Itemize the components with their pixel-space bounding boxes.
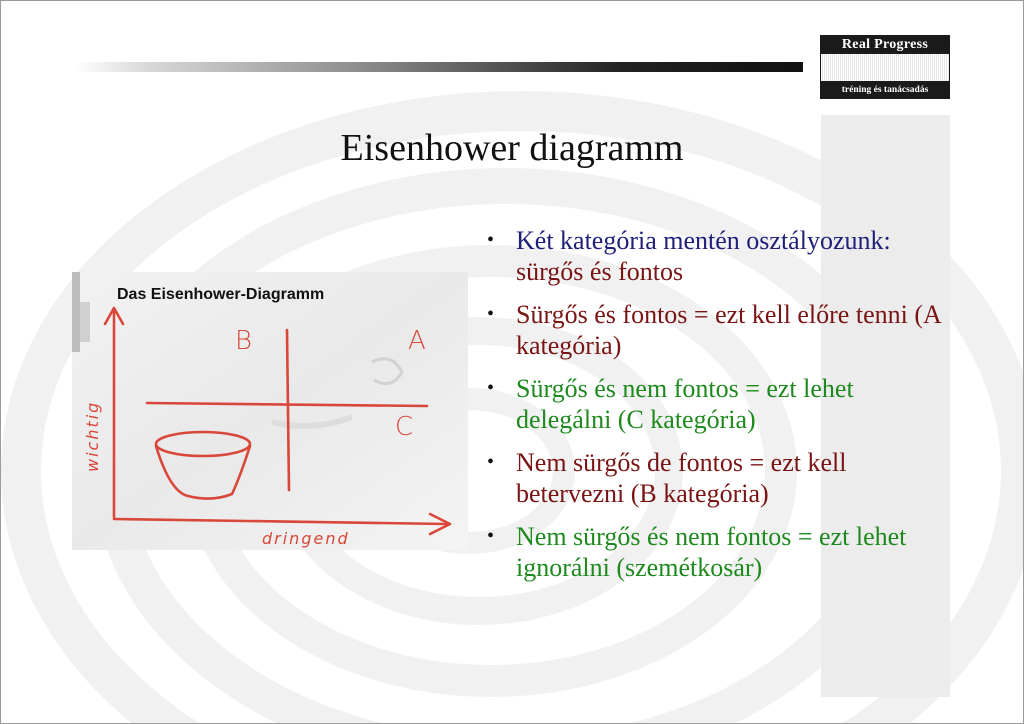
bullet-dot: •	[487, 303, 495, 325]
bullet-text: Sürgős és fontos = ezt kell előre tenni (A kategória)	[516, 300, 941, 360]
header-gradient-bar	[75, 62, 803, 72]
logo-name: Real Progress	[820, 35, 950, 54]
axis-label-horizontal: dringend	[262, 529, 350, 548]
bullet-dot: •	[487, 229, 495, 251]
bullet-dot: •	[487, 525, 495, 547]
bullet-list	[487, 225, 947, 595]
bullet-text: sürgős és fontos	[516, 257, 684, 286]
bullet-text: Két kategória mentén osztályozunk:	[516, 226, 891, 255]
quadrant-b-label: B	[235, 326, 253, 356]
whiteboard-drawing	[72, 272, 468, 550]
photo-caption: Das Eisenhower-Diagramm	[117, 286, 325, 303]
bullet-text: Sürgős és nem fontos = ezt lehet delegálni (C kategória)	[516, 374, 854, 434]
bullet-item	[487, 447, 947, 509]
bullet-dot: •	[487, 377, 495, 399]
bullet-text: Nem sürgős és nem fontos = ezt lehet ignorálni (szemétkosár)	[516, 522, 907, 582]
company-logo	[820, 35, 950, 99]
bullet-item	[487, 225, 947, 287]
bullet-item	[487, 373, 947, 435]
logo-tagline: tréning és tanácsadás	[820, 81, 950, 99]
axis-label-vertical: wichtig	[83, 400, 102, 472]
slide-title: Eisenhower diagramm	[340, 127, 684, 169]
logo-pattern	[820, 54, 950, 81]
quadrant-c-label: C	[395, 412, 414, 442]
bullet-text: Nem sürgős de fontos = ezt kell betervezni (B kategória)	[516, 448, 847, 508]
bullet-dot: •	[487, 451, 495, 473]
eisenhower-whiteboard-photo	[72, 272, 468, 550]
bullet-item	[487, 521, 947, 583]
bullet-item	[487, 299, 947, 361]
quadrant-a-label: A	[408, 326, 426, 356]
